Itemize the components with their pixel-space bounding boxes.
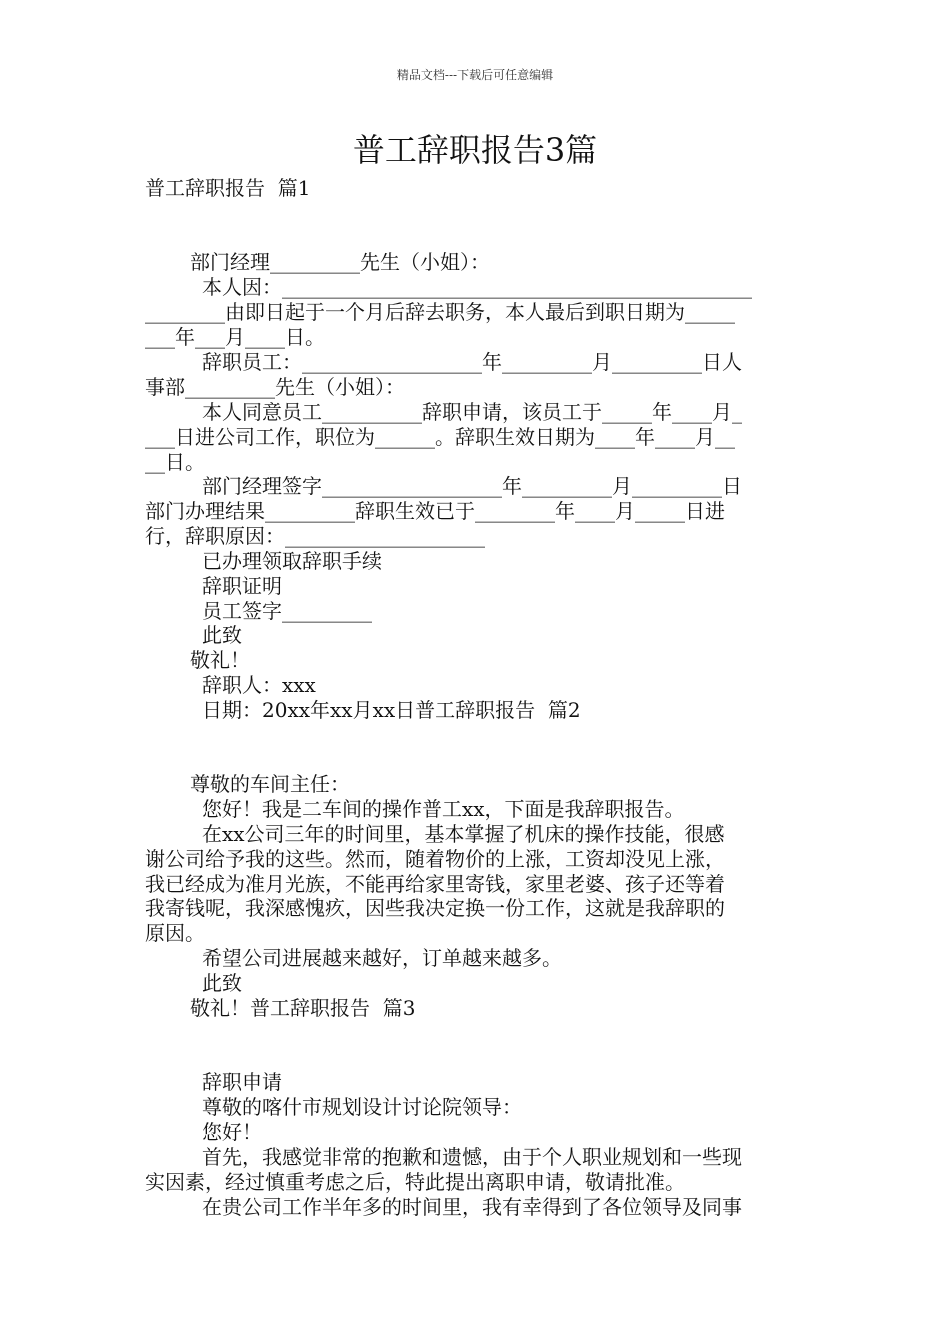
text-line: 敬礼！普工辞职报告 篇3 (190, 996, 416, 1020)
text-line: 在贵公司工作半年多的时间里，我有幸得到了各位领导及同事 (202, 1195, 742, 1219)
text-line: 我寄钱呢，我深感愧疚，因些我决定换一份工作，这就是我辞职的 (145, 896, 725, 920)
text-line: 尊敬的喀什市规划设计讨论院领导： (202, 1095, 522, 1119)
text-line: 行，辞职原因：____________________ (145, 524, 485, 548)
text-line: 在xx公司三年的时间里，基本掌握了机床的操作技能，很感 (202, 822, 725, 846)
text-line: 本人因：_______________________________________________ (202, 275, 752, 299)
text-line: 部门经理签字__________________年_________月_________日 (202, 474, 742, 498)
text-line: 辞职证明 (202, 574, 282, 598)
text-line: 辞职员工：__________________年_________月_________日人 (202, 350, 742, 374)
text-line: 原因。 (145, 921, 205, 945)
document-title: 普工辞职报告3篇 (352, 131, 598, 169)
text-line: 日期：20xx年xx月xx日普工辞职报告 篇2 (202, 698, 581, 722)
text-line: __日。 (145, 450, 205, 474)
text-line: 员工签字_________ (202, 599, 372, 623)
text-line: 尊敬的车间主任： (190, 772, 350, 796)
text-line: 已办理领取辞职手续 (202, 549, 382, 573)
text-line: 辞职人：xxx (202, 673, 316, 697)
page-header-note: 精品文档---下载后可任意编辑 (396, 68, 554, 82)
text-line: ________由即日起于一个月后辞去职务，本人最后到职日期为_____ (145, 300, 735, 324)
text-line: 首先，我感觉非常的抱歉和遗憾，由于个人职业规划和一些现 (202, 1145, 742, 1169)
text-line: ___日进公司工作，职位为______。辞职生效日期为____年____月__ (145, 425, 735, 449)
text-line: 此致 (202, 623, 242, 647)
text-line: 部门经理_________先生（小姐）： (190, 250, 490, 274)
text-line: ___年___月____日。 (145, 325, 325, 349)
text-line: 此致 (202, 971, 242, 995)
text-line: 敬礼！ (190, 648, 250, 672)
text-line: 实因素，经过慎重考虑之后，特此提出离职申请，敬请批准。 (145, 1170, 685, 1194)
text-line: 希望公司进展越来越好，订单越来越多。 (202, 946, 562, 970)
text-line: 辞职申请 (202, 1070, 282, 1094)
text-line: 您好！ (202, 1120, 262, 1144)
text-line: 本人同意员工__________辞职申请，该员工于_____年____月_ (202, 400, 742, 424)
text-line: 谢公司给予我的这些。然而，随着物价的上涨，工资却没见上涨， (145, 847, 725, 871)
text-line: 我已经成为准月光族，不能再给家里寄钱，家里老婆、孩子还等着 (145, 872, 725, 896)
text-line: 部门办理结果_________辞职生效已于________年____月_____日进 (145, 499, 725, 523)
text-line: 事部_________先生（小姐）： (145, 375, 405, 399)
section-heading-1: 普工辞职报告 篇1 (145, 176, 311, 200)
text-line: 您好！我是二车间的操作普工xx，下面是我辞职报告。 (202, 797, 685, 821)
